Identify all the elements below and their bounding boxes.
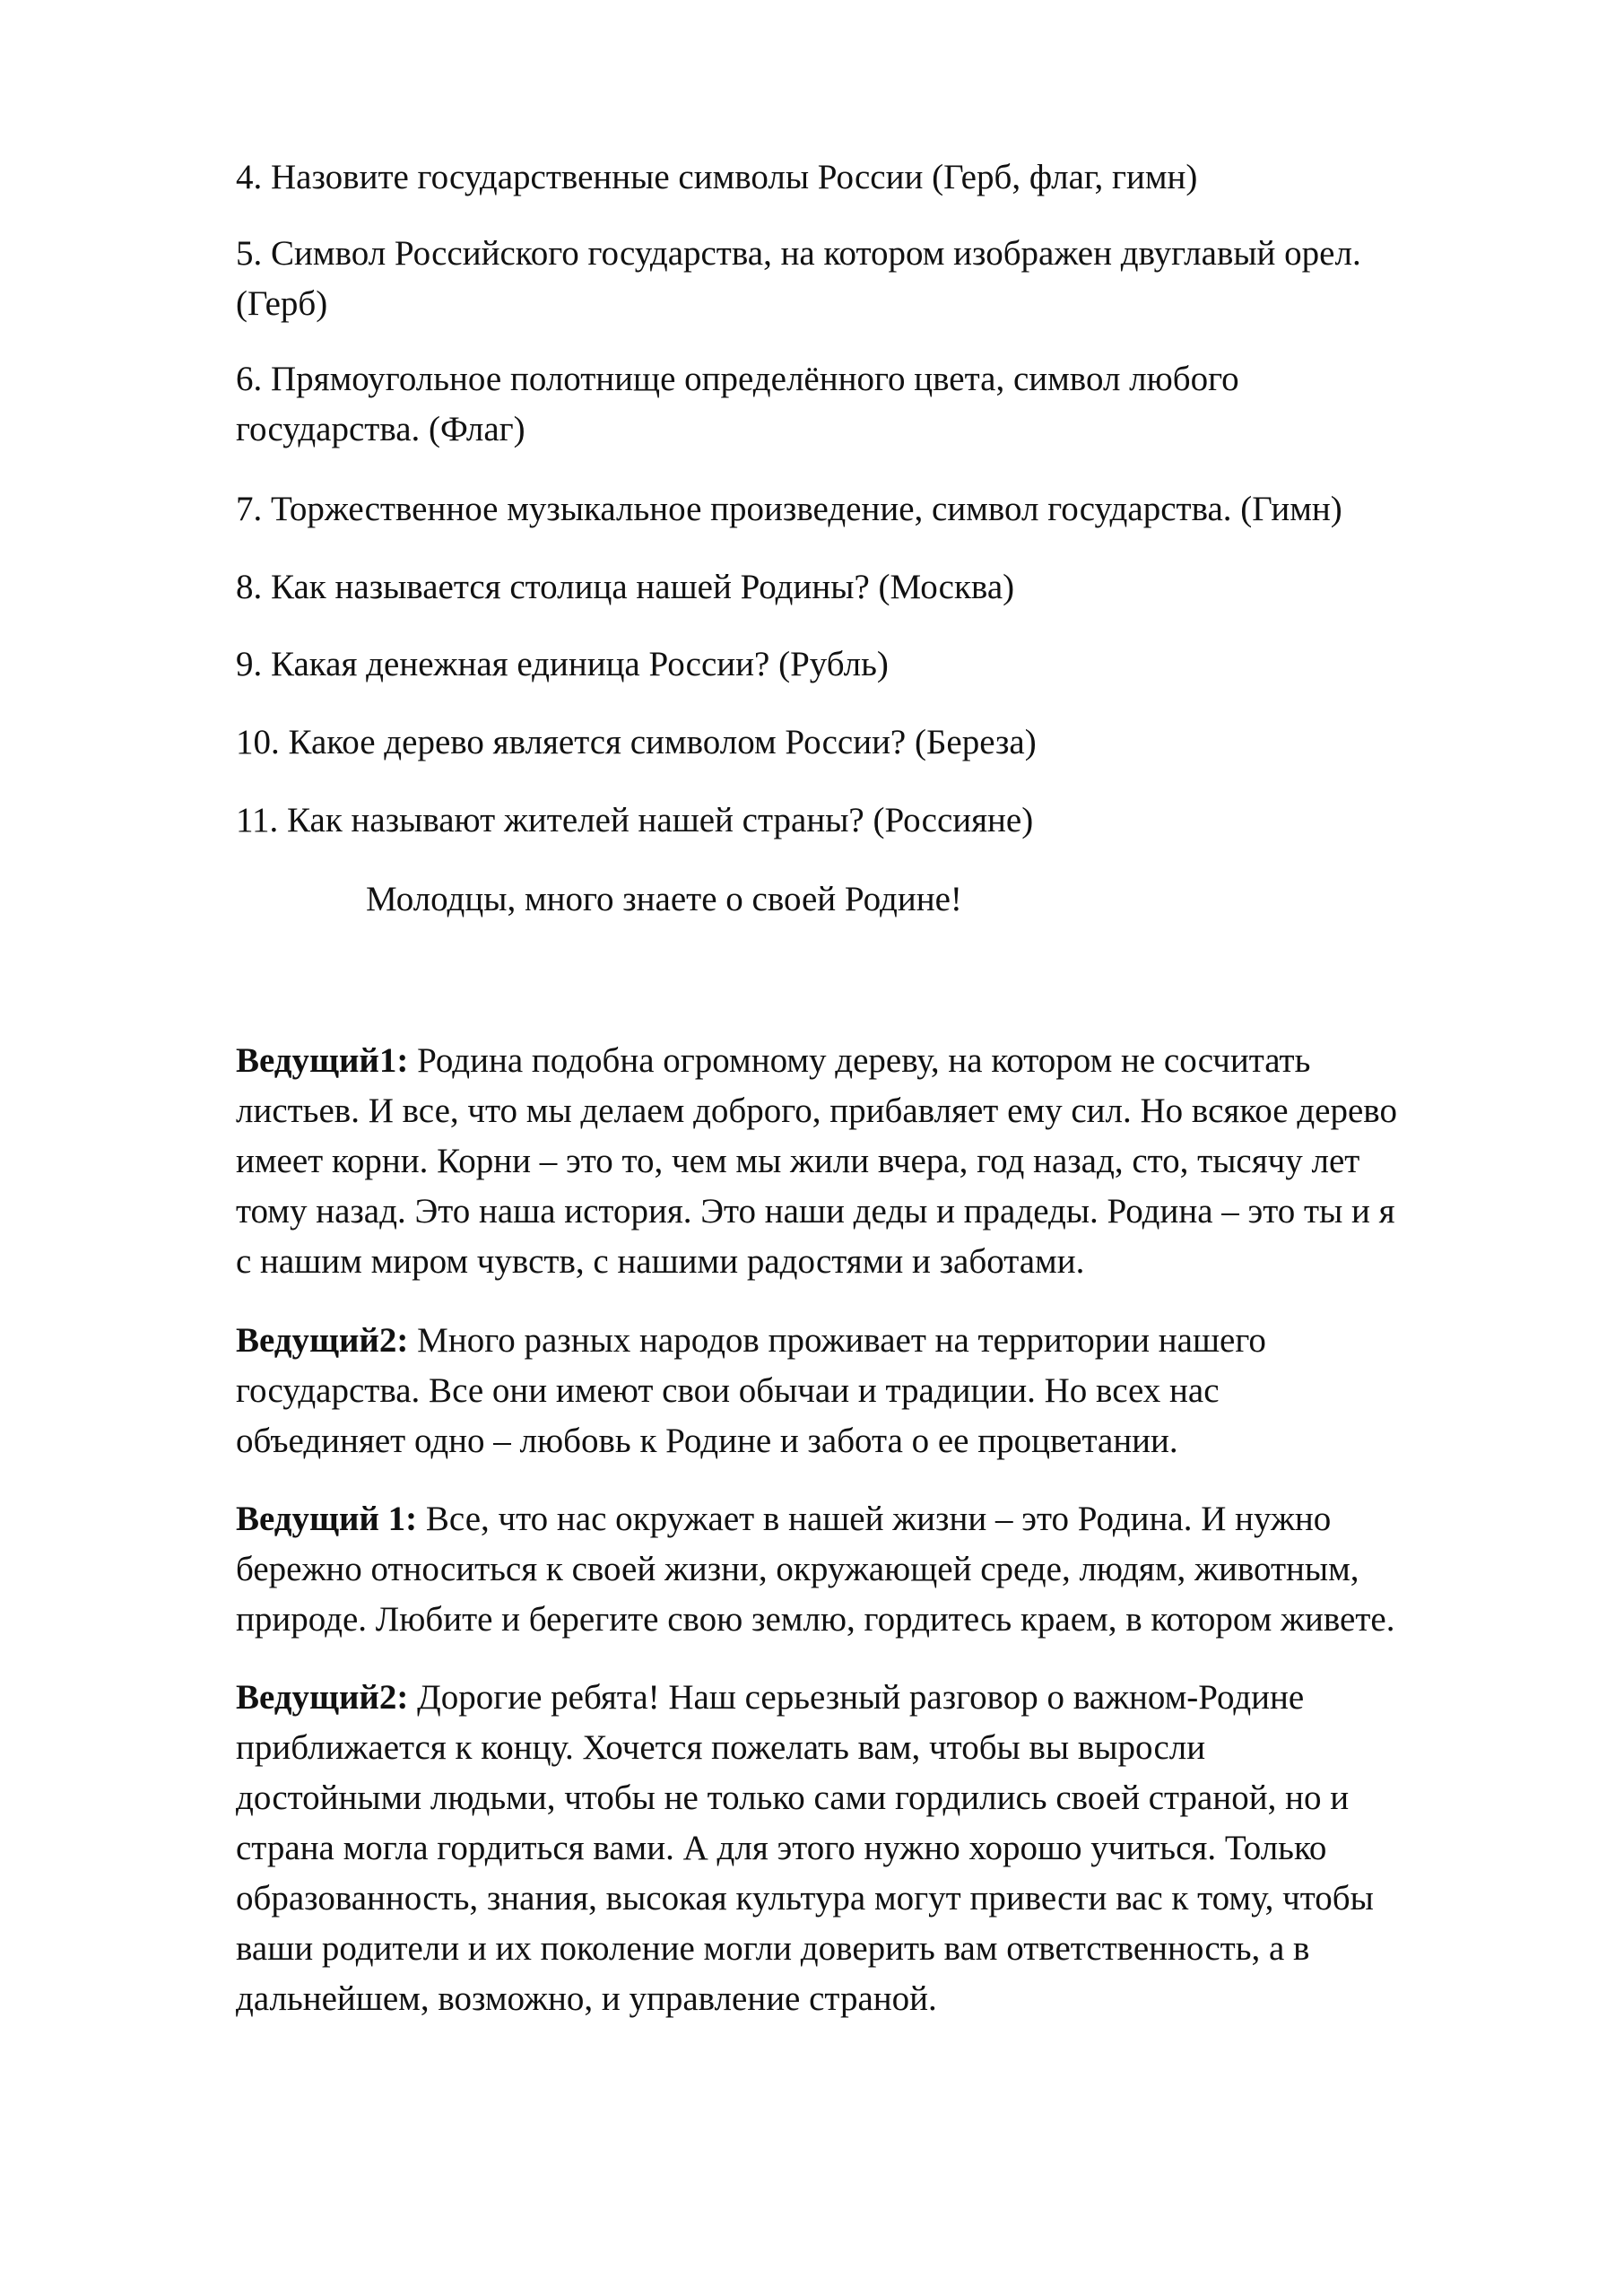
question-6 [236,354,1545,455]
speech-first-line [236,1316,1545,1366]
question-11 [236,796,1545,846]
speech-first-line [236,1036,1545,1086]
speaker-label: Ведущий1: [236,1041,409,1080]
speech-line: с нашим миром чувств, с нашими радостями и заботами. [236,1242,1085,1281]
question-7 [236,484,1545,535]
speech-first-line [236,1673,1545,1723]
speech-line: листьев. И все, что мы делаем доброго, прибавляет ему сил. Но всякое дерево [236,1091,1397,1130]
praise-line: Молодцы, много знаете о своей Родине! [366,880,962,918]
speech-3 [236,1494,1545,1645]
praise-text [366,874,1624,925]
speech-line: бережно относиться к своей жизни, окружающей среде, людям, животным, [236,1550,1359,1588]
question-line: 5. Символ Российского государства, на котором изображен двуглавый орел. [236,234,1361,273]
speech-first-line [236,1494,1545,1544]
speaker-label: Ведущий2: [236,1678,409,1717]
question-line: 4. Назовите государственные символы России (Герб, флаг, гимн) [236,158,1198,196]
question-9 [236,639,1545,690]
speech-text: Все, что нас окружает в нашей жизни – это Родина. И нужно [417,1500,1332,1538]
question-line: 6. Прямоугольное полотнище определённого цвета, символ любого [236,360,1239,398]
speech-text: Родина подобна огромному дереву, на котором не сосчитать [408,1041,1311,1080]
speech-line: приближается к концу. Хочется пожелать вам, чтобы вы выросли [236,1728,1206,1767]
question-line: 7. Торжественное музыкальное произведение, символ государства. (Гимн) [236,490,1342,528]
question-line: 11. Как называют жителей нашей страны? (Россияне) [236,801,1034,839]
speech-line: государства. Все они имеют свои обычаи и традиции. Но всех нас [236,1371,1220,1410]
speech-line: имеет корни. Корни – это то, чем мы жили вчера, год назад, сто, тысячу лет [236,1142,1360,1180]
speech-2 [236,1316,1545,1466]
speech-line: страна могла гордиться вами. А для этого нужно хорошо учиться. Только [236,1829,1327,1867]
speech-line: образованность, знания, высокая культура могут привести вас к тому, чтобы [236,1879,1374,1918]
speech-text: Много разных народов проживает на территории нашего [408,1321,1266,1360]
question-line: (Герб) [236,284,328,323]
question-5 [236,229,1545,329]
question-line: 9. Какая денежная единица России? (Рубль) [236,645,889,683]
speaker-label: Ведущий 1: [236,1500,418,1538]
question-line: 8. Как называется столица нашей Родины? (Москва) [236,568,1015,606]
question-8 [236,562,1545,613]
speech-line: объединяет одно – любовь к Родине и забота о ее процветании. [236,1422,1178,1460]
question-10 [236,718,1545,768]
speech-text: Дорогие ребята! Наш серьезный разговор о важном-Родине [408,1678,1305,1717]
speech-4 [236,1673,1545,2024]
question-line: государства. (Флаг) [236,410,525,448]
speech-line: тому назад. Это наша история. Это наши деды и прадеды. Родина – это ты и я [236,1192,1395,1231]
speaker-label: Ведущий2: [236,1321,409,1360]
speech-line: ваши родители и их поколение могли доверить вам ответственность, а в [236,1929,1310,1968]
speech-line: достойными людьми, чтобы не только сами гордились своей страной, но и [236,1779,1350,1817]
question-line: 10. Какое дерево является символом России? (Береза) [236,723,1037,761]
speech-line: природе. Любите и берегите свою землю, гордитесь краем, в котором живете. [236,1600,1395,1639]
speech-1 [236,1036,1545,1287]
speech-line: дальнейшем, возможно, и управление страной. [236,1979,937,2018]
question-4 [236,152,1545,203]
